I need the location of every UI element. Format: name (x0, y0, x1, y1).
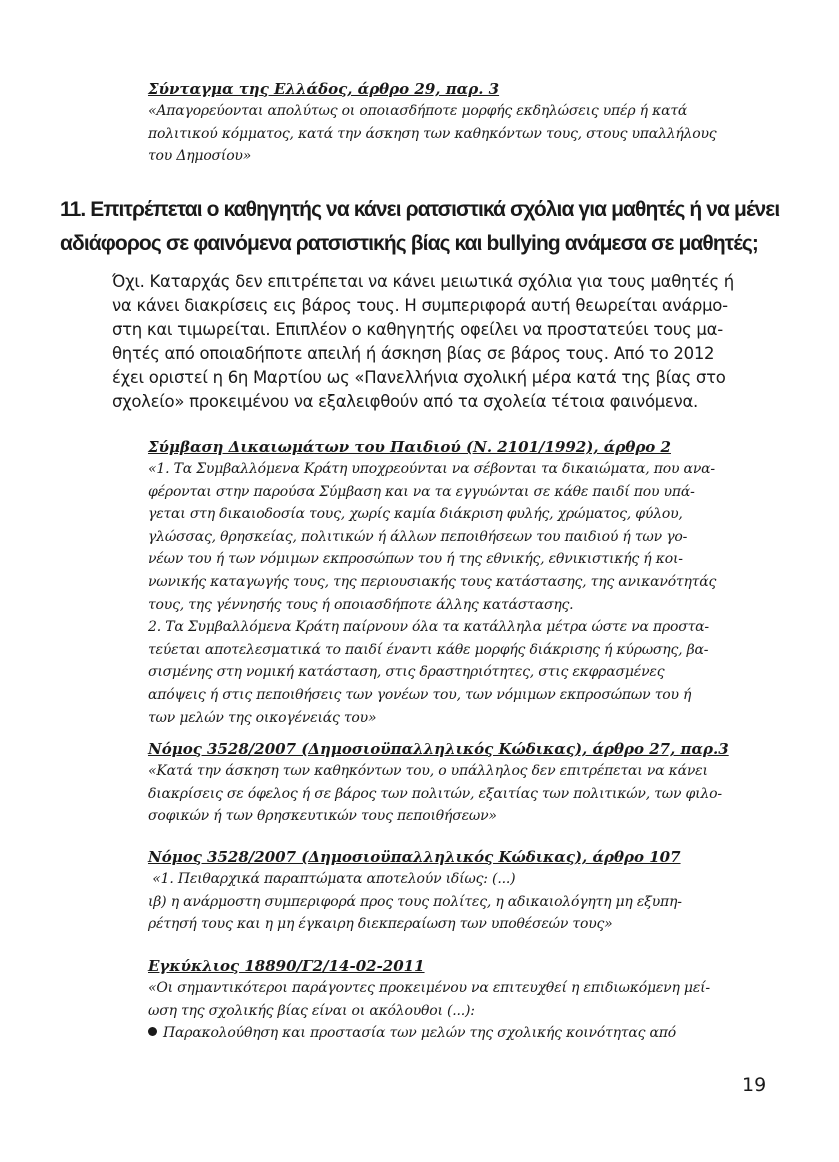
quote-line: διακρίσεις σε όφελος ή σε βάρος των πολιτών, εξαιτίας των πολιτικών, των φιλο- (148, 785, 722, 802)
answer-line: έχει οριστεί η 6η Μαρτίου ως «Πανελλήνια σχολική μέρα κατά της βίας στο (112, 368, 726, 387)
answer-line: σχολείο» προκειμένου να εξαλειφθούν από τα σχολεία τέτοια φαινόμενα. (112, 392, 698, 411)
bullet-text: Παρακολούθηση και προστασία των μελών της σχολικής κοινότητας από (163, 1025, 676, 1042)
reference-quote (148, 458, 728, 729)
reference-title: Νόμος 3528/2007 (Δημοσιοϋπαλληλικός Κώδικας), άρθρο 107 (148, 848, 681, 866)
bullet-item (148, 1022, 728, 1045)
quote-line: σοφικών ή των θρησκευτικών τους πεποιθήσεων» (148, 808, 497, 825)
quote-line: γλώσσας, θρησκείας, πολιτικών ή άλλων πεποιθήσεων του παιδιού ή των γο- (148, 528, 688, 545)
quote-line: «Οι σημαντικότεροι παράγοντες προκειμένου να επιτευχθεί η επιδιωκόμενη μεί- (148, 980, 710, 996)
answer-line: θητές από οποιαδήποτε απειλή ή άσκηση βίας σε βάρος τους. Από το 2012 (112, 344, 715, 363)
quote-line: γεται στη δικαιοδοσία τους, χωρίς καμία διάκριση φυλής, χρώματος, φύλου, (148, 506, 683, 523)
quote-line: «1. Πειθαρχικά παραπτώματα αποτελούν ιδίως: (...) (148, 871, 516, 887)
legal-reference-circular (148, 955, 728, 1045)
reference-quote (148, 977, 728, 1045)
quote-line: «Κατά την άσκηση των καθηκόντων του, ο υπάλληλος δεν επιτρέπεται να κάνει (148, 763, 708, 779)
quote-line: του Δημοσίου» (148, 148, 252, 165)
legal-reference-civil-code-27 (148, 738, 728, 828)
reference-title: Νόμος 3528/2007 (Δημοσιοϋπαλληλικός Κώδικας), άρθρο 27, παρ.3 (148, 740, 729, 758)
quote-line: «1. Τα Συμβαλλόμενα Κράτη υποχρεούνται να σέβονται τα δικαιώματα, που ανα- (148, 461, 715, 477)
reference-title: Σύμβαση Δικαιωμάτων του Παιδιού (Ν. 2101/1992), άρθρο 2 (148, 438, 671, 456)
quote-line: νωνικής καταγωγής τους, της περιουσιακής τους κατάστασης, της ανικανότητάς (148, 573, 717, 590)
quote-line: τεύεται αποτελεσματικά το παιδί έναντι κάθε μορφής διάκρισης ή κύρωσης, βα- (148, 641, 709, 658)
legal-reference-constitution (148, 78, 728, 168)
answer-line: στη και τιμωρείται. Επιπλέον ο καθηγητής οφείλει να προστατεύει τους μα- (112, 320, 723, 339)
quote-line: φέρονται στην παρούσα Σύμβαση και να τα εγγυώνται σε κάθε παιδί που υπά- (148, 483, 695, 500)
quote-line: τους, της γέννησής τους ή οποιασδήποτε άλλης κατάστασης. (148, 596, 574, 613)
quote-line: «Απαγορεύονται απολύτως οι οποιασδήποτε μορφής εκδηλώσεις υπέρ ή κατά (148, 103, 688, 119)
question-line: 11. Επιτρέπεται ο καθηγητής να κάνει ρατσιστικά σχόλια για μαθητές ή να μένει (60, 198, 780, 221)
quote-line: απόψεις ή στις πεποιθήσεις των γονέων του, των νόμιμων εκπροσώπων του ή (148, 686, 692, 703)
answer-paragraph (112, 270, 737, 414)
reference-quote (148, 760, 728, 828)
page-number: 19 (742, 1074, 767, 1096)
answer-line: Όχι. Καταρχάς δεν επιτρέπεται να κάνει μειωτικά σχόλια για τους μαθητές ή (112, 272, 734, 291)
reference-quote (148, 100, 728, 168)
answer-line: να κάνει διακρίσεις εις βάρος τους. Η συμπεριφορά αυτή θεωρείται ανάρμο- (112, 296, 728, 315)
quote-line: ρέτησή τους και η μη έγκαιρη διεκπεραίωση των υποθέσεών τους» (148, 916, 613, 933)
legal-reference-child-rights (148, 436, 728, 729)
quote-line: ωση της σχολικής βίας είναι οι ακόλουθοι (...): (148, 1002, 475, 1019)
quote-line: των μελών της οικογένειάς του» (148, 709, 377, 726)
quote-line: πολιτικού κόμματος, κατά την άσκηση των καθηκόντων τους, στους υπαλλήλους (148, 125, 717, 142)
question-line: αδιάφορος σε φαινόμενα ρατσιστικής βίας και bullying ανάμεσα σε μαθητές; (60, 232, 758, 255)
bullet-icon (148, 1027, 157, 1036)
question-heading (60, 193, 780, 261)
reference-title: Σύνταγμα της Ελλάδος, άρθρο 29, παρ. 3 (148, 80, 500, 98)
quote-line: ιβ) η ανάρμοστη συμπεριφορά προς τους πολίτες, η αδικαιολόγητη μη εξυπη- (148, 893, 682, 910)
quote-line: νέων του ή των νόμιμων εκπροσώπων του ή της εθνικής, εθνικιστικής ή κοι- (148, 551, 683, 568)
reference-quote (148, 868, 728, 936)
quote-line: 2. Τα Συμβαλλόμενα Κράτη παίρνουν όλα τα κατάλληλα μέτρα ώστε να προστα- (148, 619, 709, 636)
reference-title: Εγκύκλιος 18890/Γ2/14-02-2011 (148, 957, 425, 975)
quote-line: σισμένης στη νομική κατάσταση, στις δραστηριότητες, στις εκφρασμένες (148, 664, 665, 681)
legal-reference-civil-code-107 (148, 846, 728, 936)
